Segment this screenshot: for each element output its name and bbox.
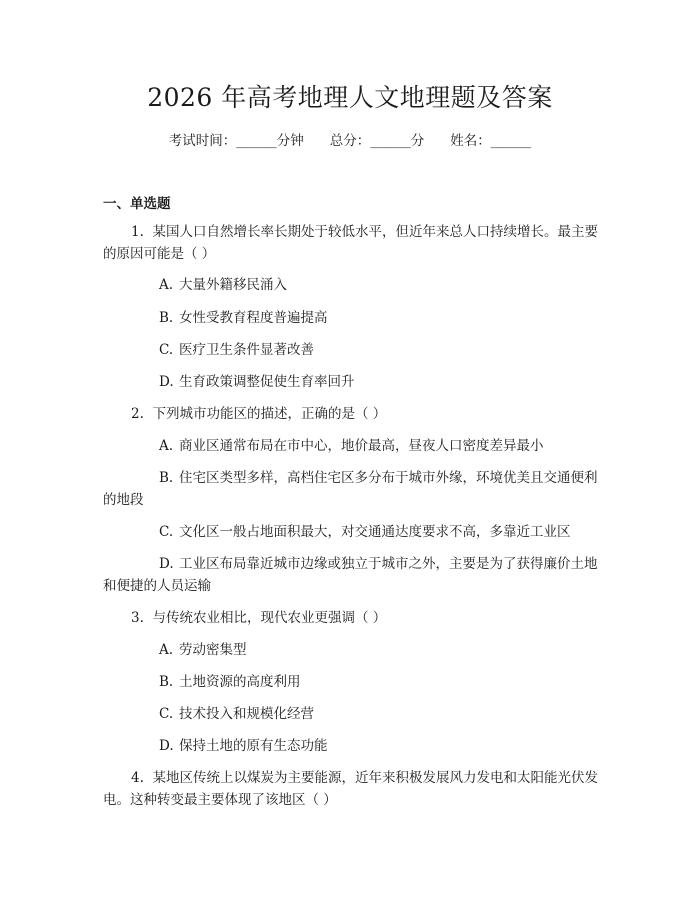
option-label: A. [159, 277, 174, 293]
option-text: 文化区一般占地面积最大，对交通通达度要求不高，多靠近工业区 [179, 524, 571, 540]
question-3 [103, 607, 600, 629]
option-1a [103, 274, 600, 296]
option-label: D. [159, 556, 174, 572]
question-text: 某国人口自然增长率长期处于较低水平，但近年来总人口持续增长。最主要的原因可能是（ ） [103, 224, 598, 262]
option-text: 大量外籍移民涌入 [179, 277, 287, 293]
option-text: 工业区布局靠近城市边缘或独立于城市之外，主要是为了获得廉价土地和便捷的人员运输 [103, 556, 598, 594]
option-label: C. [159, 524, 174, 540]
question-text: 某地区传统上以煤炭为主要能源，近年来积极发展风力发电和太阳能光伏发电。这种转变最主要体现了该地区（ ） [103, 770, 598, 808]
option-label: C. [159, 706, 174, 722]
option-text: 技术投入和规模化经营 [179, 706, 314, 722]
option-2c [103, 521, 600, 543]
option-1d [103, 371, 600, 393]
option-label: D. [159, 374, 174, 390]
question-number: 4. [131, 770, 144, 786]
option-3b [103, 671, 600, 693]
option-2a [103, 435, 600, 457]
option-text: 商业区通常布局在市中心，地价最高，昼夜人口密度差异最小 [179, 438, 544, 454]
question-text: 与传统农业相比，现代农业更强调（ ） [152, 610, 387, 626]
option-text: 劳动密集型 [179, 642, 247, 658]
option-1c [103, 339, 600, 361]
option-text: 土地资源的高度利用 [179, 674, 301, 690]
option-text: 保持土地的原有生态功能 [179, 738, 328, 754]
student-name-field: 姓名：______ [450, 133, 532, 149]
section-title: 一、单选题 [103, 196, 171, 212]
question-number: 3. [131, 610, 144, 626]
page-title: 2026 年高考地理人文地理题及答案 [147, 83, 553, 112]
option-2d [103, 553, 600, 597]
option-3c [103, 703, 600, 725]
option-label: D. [159, 738, 174, 754]
option-text: 医疗卫生条件显著改善 [179, 342, 314, 358]
exam-time-field: 考试时间：______分钟 [168, 133, 304, 149]
option-2b [103, 467, 600, 511]
option-1b [103, 307, 600, 329]
question-text: 下列城市功能区的描述，正确的是（ ） [152, 406, 387, 422]
question-4 [103, 767, 600, 811]
option-3a [103, 639, 600, 661]
option-label: A. [159, 642, 174, 658]
question-number: 2. [131, 406, 144, 422]
option-label: A. [159, 438, 174, 454]
option-text: 女性受教育程度普遍提高 [179, 310, 328, 326]
option-label: B. [159, 674, 174, 690]
option-text: 生育政策调整促使生育率回升 [179, 374, 355, 390]
option-label: C. [159, 342, 174, 358]
question-1 [103, 221, 600, 265]
total-score-field: 总分：______分 [329, 133, 425, 149]
option-label: B. [159, 470, 174, 486]
question-number: 1. [131, 224, 144, 240]
option-3d [103, 735, 600, 757]
option-text: 住宅区类型多样，高档住宅区多分布于城市外缘，环境优美且交通便利的地段 [103, 470, 598, 508]
option-label: B. [159, 310, 174, 326]
question-2 [103, 403, 600, 425]
exam-meta [0, 131, 700, 151]
